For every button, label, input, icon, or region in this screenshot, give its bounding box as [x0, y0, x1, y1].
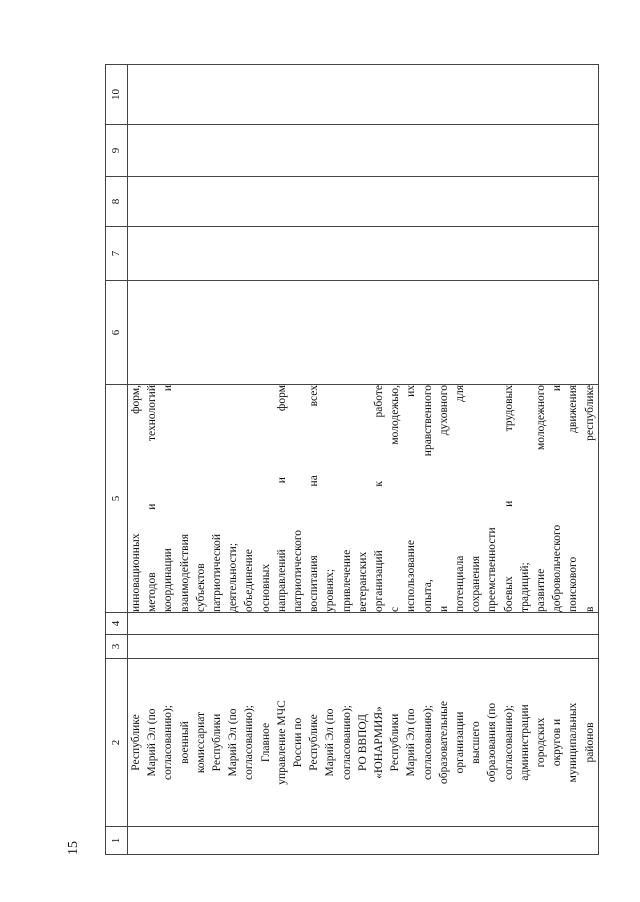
text-line: привлечение: [340, 549, 353, 612]
text-line: объединение: [243, 549, 256, 612]
text-line: патриотического: [292, 529, 305, 612]
text-line: высшего: [470, 721, 483, 764]
text-line: городских: [535, 717, 548, 768]
text-line: Республики: [211, 713, 224, 772]
text-line: образовательные: [437, 701, 450, 784]
text-line: Марий Эл (по: [146, 708, 159, 777]
text-line: согласованию);: [162, 705, 175, 780]
text-line: комиссариат: [194, 711, 207, 774]
text-line: согласованию);: [243, 705, 256, 780]
cell-col-9: [128, 125, 599, 177]
column-header-8: 8: [106, 177, 128, 227]
page-number: 15: [66, 841, 81, 855]
table-header-row: [106, 65, 128, 855]
cell-col-4: [128, 613, 599, 635]
column-header-10: 10: [106, 65, 128, 125]
text-line: уровнях;: [324, 568, 337, 612]
cell-col-3: [128, 635, 599, 659]
column-header-9: 9: [106, 125, 128, 177]
column-header-7: 7: [106, 227, 128, 281]
text-line: Марий Эл (по: [324, 708, 337, 777]
text-line: организации: [454, 711, 467, 774]
text-line: преемственности: [486, 527, 499, 612]
text-line: Марий Эл (по: [405, 708, 418, 777]
text-line: традиций;: [518, 562, 531, 612]
text-line: с молодежью,: [389, 385, 402, 612]
text-line: сохранения: [470, 555, 483, 612]
column-header-2: 2: [106, 659, 128, 827]
cell-col-8: [128, 177, 599, 227]
text-line: муниципальных: [567, 702, 580, 783]
text-line: организаций к работе: [373, 385, 386, 612]
text-line: и духовного: [437, 385, 450, 612]
text-line: воспитания на всех: [308, 385, 321, 612]
cell-col-1: [128, 827, 599, 855]
text-line: методов и технологий: [146, 385, 159, 612]
text-line: ветеранских: [356, 551, 369, 612]
cell-col-5-description: [128, 385, 599, 613]
text-line: Марий Эл (по: [227, 708, 240, 777]
cell-col-7: [128, 227, 599, 281]
text-line: инновационных форм,: [130, 385, 142, 612]
text-line: координации и: [162, 385, 175, 612]
text-line: согласованию);: [340, 705, 353, 780]
text-line: Республике: [308, 714, 321, 771]
text-line: России по: [292, 717, 305, 768]
text-line: патриотической: [211, 534, 224, 612]
column-header-4: 4: [106, 613, 128, 635]
cell-col-6: [128, 281, 599, 385]
text-line: военный: [178, 721, 191, 764]
plan-table: [105, 64, 599, 855]
cell-col-2-executors: [128, 659, 599, 827]
description-text: [128, 385, 598, 612]
text-line: округов и: [551, 718, 564, 767]
text-line: согласованию);: [421, 705, 434, 780]
text-line: взаимодействия: [178, 533, 191, 612]
executors-text: [128, 659, 598, 826]
text-line: добровольческого и: [551, 385, 564, 612]
text-line: субъектов: [194, 563, 207, 612]
text-line: Республики: [389, 713, 402, 772]
text-line: поискового движения: [567, 385, 580, 612]
text-line: согласованию);: [502, 705, 515, 780]
cell-col-10: [128, 65, 599, 125]
table-row: [128, 65, 599, 855]
text-line: администрации: [518, 704, 531, 781]
text-line: районов: [583, 722, 596, 763]
rotated-page-content: [66, 65, 596, 855]
text-line: направлений и форм: [275, 385, 288, 612]
column-header-6: 6: [106, 281, 128, 385]
column-header-1: 1: [106, 827, 128, 855]
text-line: основных: [259, 563, 272, 612]
text-line: использование их: [405, 385, 418, 612]
text-line: Республике: [130, 714, 142, 771]
text-line: боевых и трудовых: [502, 385, 515, 612]
column-header-3: 3: [106, 635, 128, 659]
text-line: деятельности;: [227, 542, 240, 612]
column-header-5: 5: [106, 385, 128, 613]
text-line: опыта, нравственного: [421, 385, 434, 612]
text-line: потенциала для: [454, 385, 467, 612]
text-line: образования (по: [486, 702, 499, 783]
text-line: РО ВВПОД: [356, 714, 369, 771]
text-line: развитие молодежного: [535, 385, 548, 612]
text-line: Главное: [259, 722, 272, 763]
text-line: управление МЧС: [275, 700, 288, 785]
text-line: «ЮНАРМИЯ»: [373, 706, 386, 779]
text-line: в республике: [583, 385, 596, 612]
